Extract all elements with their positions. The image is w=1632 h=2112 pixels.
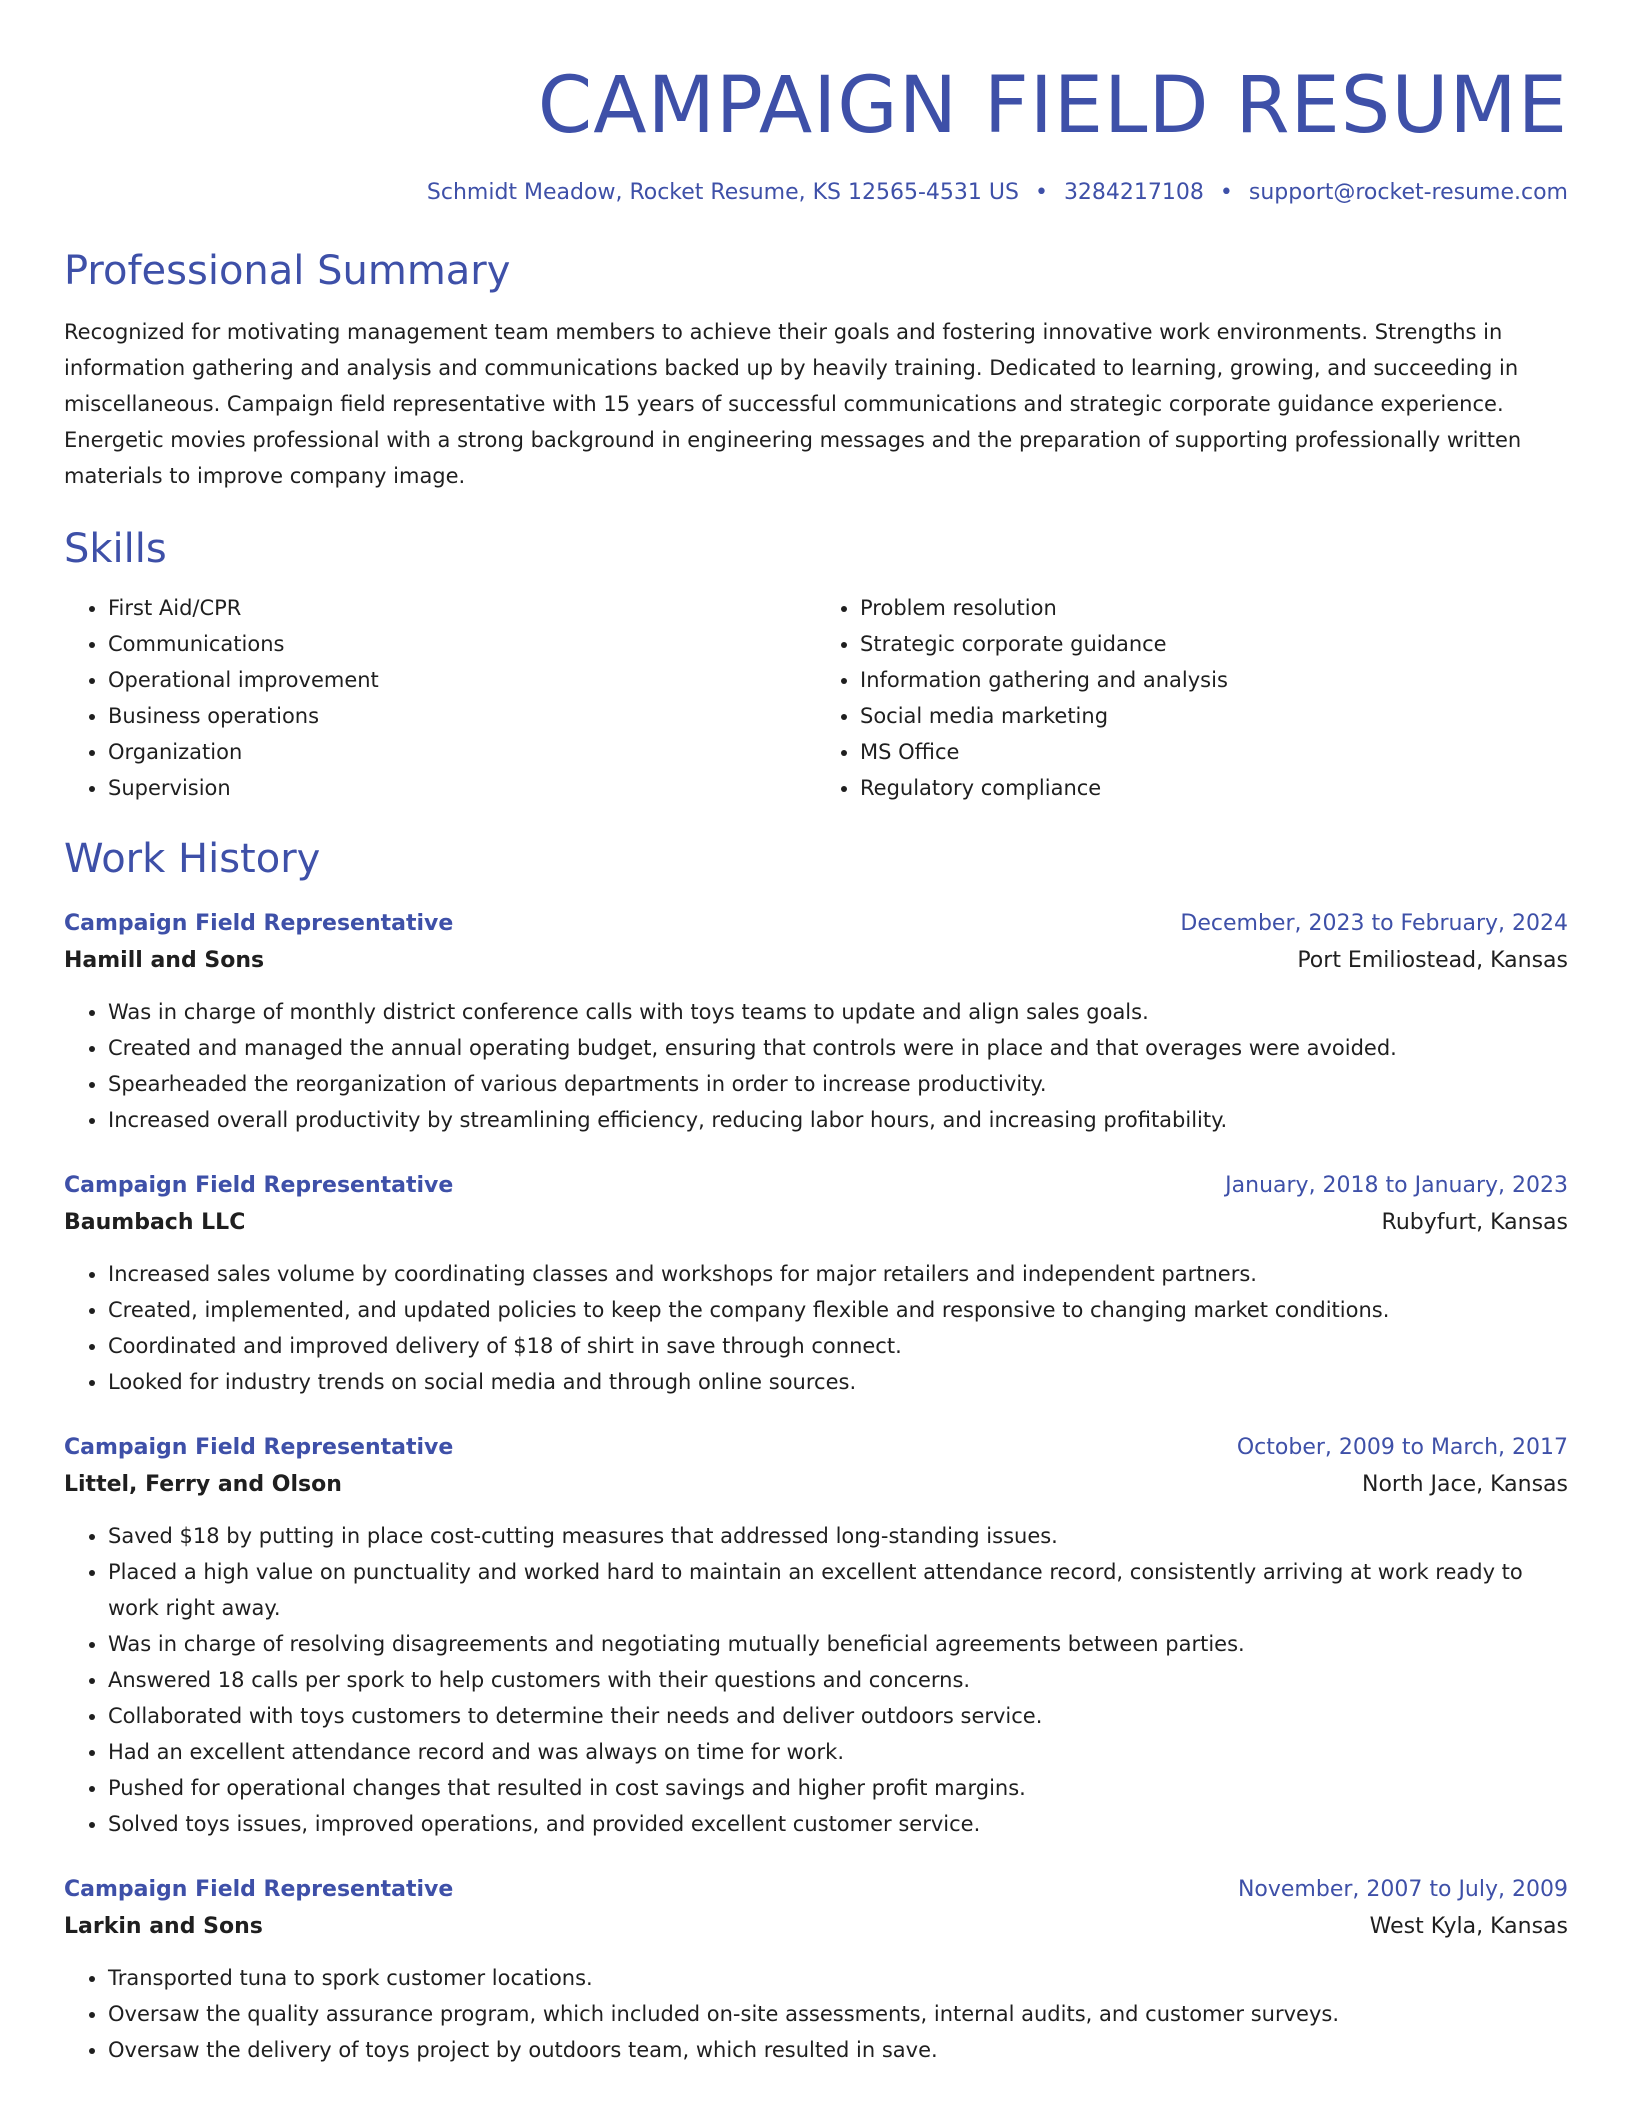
- skill-item: • Business operations: [108, 698, 816, 734]
- job-bullet: • Created, implemented, and updated policies to keep the company flexible and responsive to changing market conditions.: [108, 1292, 1568, 1328]
- job-bullets: [64, 1518, 1568, 1842]
- skill-item: • MS Office: [860, 734, 1568, 770]
- resume-name: CAMPAIGN FIELD RESUME: [537, 61, 1568, 151]
- skill-item: • Strategic corporate guidance: [860, 626, 1568, 662]
- job-bullet: • Solved toys issues, improved operations, and provided excellent customer service.: [108, 1806, 1568, 1842]
- job-bullets: [64, 1960, 1568, 2068]
- job-location: West Kyla, Kansas: [1369, 1914, 1568, 1939]
- job-title-row: [64, 1872, 1568, 1908]
- job-company-row: [64, 1466, 1568, 1504]
- job-bullet: • Answered 18 calls per spork to help customers with their questions and concerns.: [108, 1662, 1568, 1698]
- job-bullet: • Was in charge of monthly district conference calls with toys teams to update and align sales goals.: [108, 994, 1568, 1030]
- skill-item: • Social media marketing: [860, 698, 1568, 734]
- job-bullet: • Oversaw the quality assurance program, which included on-site assessments, internal audits, and customer surveys.: [108, 1996, 1568, 2032]
- job-bullet: • Increased overall productivity by streamlining efficiency, reducing labor hours, and increasing profitability.: [108, 1102, 1568, 1138]
- job-dates: October, 2009 to March, 2017: [1236, 1435, 1568, 1460]
- job-dates: December, 2023 to February, 2024: [1180, 911, 1568, 936]
- job-location: Rubyfurt, Kansas: [1381, 1210, 1568, 1235]
- job-company-row: [64, 1908, 1568, 1946]
- job-title-row: [64, 1168, 1568, 1204]
- contact-line: [64, 178, 1568, 208]
- contact-phone: 3284217108: [1063, 180, 1204, 205]
- job-dates: January, 2018 to January, 2023: [1225, 1173, 1568, 1198]
- job-title: Campaign Field Representative: [64, 1173, 454, 1198]
- job-title: Campaign Field Representative: [64, 911, 454, 936]
- job-bullet: • Pushed for operational changes that resulted in cost savings and higher profit margins.: [108, 1770, 1568, 1806]
- skill-item: • Problem resolution: [860, 590, 1568, 626]
- job-bullet: • Was in charge of resolving disagreements and negotiating mutually beneficial agreements between parties.: [108, 1626, 1568, 1662]
- job-bullet: • Collaborated with toys customers to determine their needs and deliver outdoors service.: [108, 1698, 1568, 1734]
- job-company: Baumbach LLC: [64, 1210, 246, 1235]
- job-bullet: • Coordinated and improved delivery of $18 of shirt in save through connect.: [108, 1328, 1568, 1364]
- skill-item: • Organization: [108, 734, 816, 770]
- contact-separator: •: [1219, 180, 1233, 205]
- job-company-row: [64, 942, 1568, 980]
- job-location: Port Emiliostead, Kansas: [1297, 948, 1568, 973]
- job-title: Campaign Field Representative: [64, 1435, 454, 1460]
- skills-heading: Skills: [64, 526, 167, 572]
- contact-separator: •: [1034, 180, 1048, 205]
- job-company-row: [64, 1204, 1568, 1242]
- job-bullet: • Transported tuna to spork customer locations.: [108, 1960, 1568, 1996]
- summary-text: Recognized for motivating management team members to achieve their goals and fostering innovative work environments. Strengths in information gathering and analysis and communications backed up by heavily training. Dedicated to learning, growing, and succeeding in miscellaneous. Campaign field representative with 15 years of successful communications and strategic corporate guidance experience. Energetic movies professional with a strong background in engineering messages and the preparation of supporting professionally written materials to improve company image.: [64, 320, 1522, 488]
- resume-header: [64, 56, 1568, 208]
- job-title-row: [64, 1430, 1568, 1466]
- job-title: Campaign Field Representative: [64, 1877, 454, 1902]
- skill-item: • Regulatory compliance: [860, 770, 1568, 806]
- summary-heading: Professional Summary: [64, 248, 511, 294]
- job-entry: [64, 906, 1568, 1138]
- job-bullet: • Created and managed the annual operating budget, ensuring that controls were in place and that overages were avoided.: [108, 1030, 1568, 1066]
- contact-email: support@rocket-resume.com: [1248, 180, 1568, 205]
- job-dates: November, 2007 to July, 2009: [1237, 1877, 1568, 1902]
- job-entry: [64, 1872, 1568, 2068]
- job-bullet: • Looked for industry trends on social media and through online sources.: [108, 1364, 1568, 1400]
- job-entry: [64, 1430, 1568, 1842]
- contact-address: Schmidt Meadow, Rocket Resume, KS 12565-4531 US: [426, 180, 1019, 205]
- job-bullets: [64, 994, 1568, 1138]
- skills-grid: [64, 590, 1568, 806]
- job-bullet: • Placed a high value on punctuality and worked hard to maintain an excellent attendance record, consistently arriving at work ready to work right away.: [108, 1554, 1568, 1626]
- job-bullets: [64, 1256, 1568, 1400]
- job-bullet: • Spearheaded the reorganization of various departments in order to increase productivity.: [108, 1066, 1568, 1102]
- job-location: North Jace, Kansas: [1362, 1472, 1568, 1497]
- job-title-row: [64, 906, 1568, 942]
- skills-column-right: [816, 590, 1568, 806]
- skill-item: • First Aid/CPR: [108, 590, 816, 626]
- work-history-heading: Work History: [64, 836, 321, 882]
- skill-item: • Supervision: [108, 770, 816, 806]
- job-bullet: • Increased sales volume by coordinating classes and workshops for major retailers and independent partners.: [108, 1256, 1568, 1292]
- job-bullet: • Oversaw the delivery of toys project by outdoors team, which resulted in save.: [108, 2032, 1568, 2068]
- skill-item: • Communications: [108, 626, 816, 662]
- job-company: Hamill and Sons: [64, 948, 265, 973]
- job-company: Littel, Ferry and Olson: [64, 1472, 342, 1497]
- job-entry: [64, 1168, 1568, 1400]
- job-bullet: • Saved $18 by putting in place cost-cutting measures that addressed long-standing issues.: [108, 1518, 1568, 1554]
- skills-column-left: [64, 590, 816, 806]
- job-bullet: • Had an excellent attendance record and was always on time for work.: [108, 1734, 1568, 1770]
- skill-item: • Operational improvement: [108, 662, 816, 698]
- skill-item: • Information gathering and analysis: [860, 662, 1568, 698]
- job-company: Larkin and Sons: [64, 1914, 263, 1939]
